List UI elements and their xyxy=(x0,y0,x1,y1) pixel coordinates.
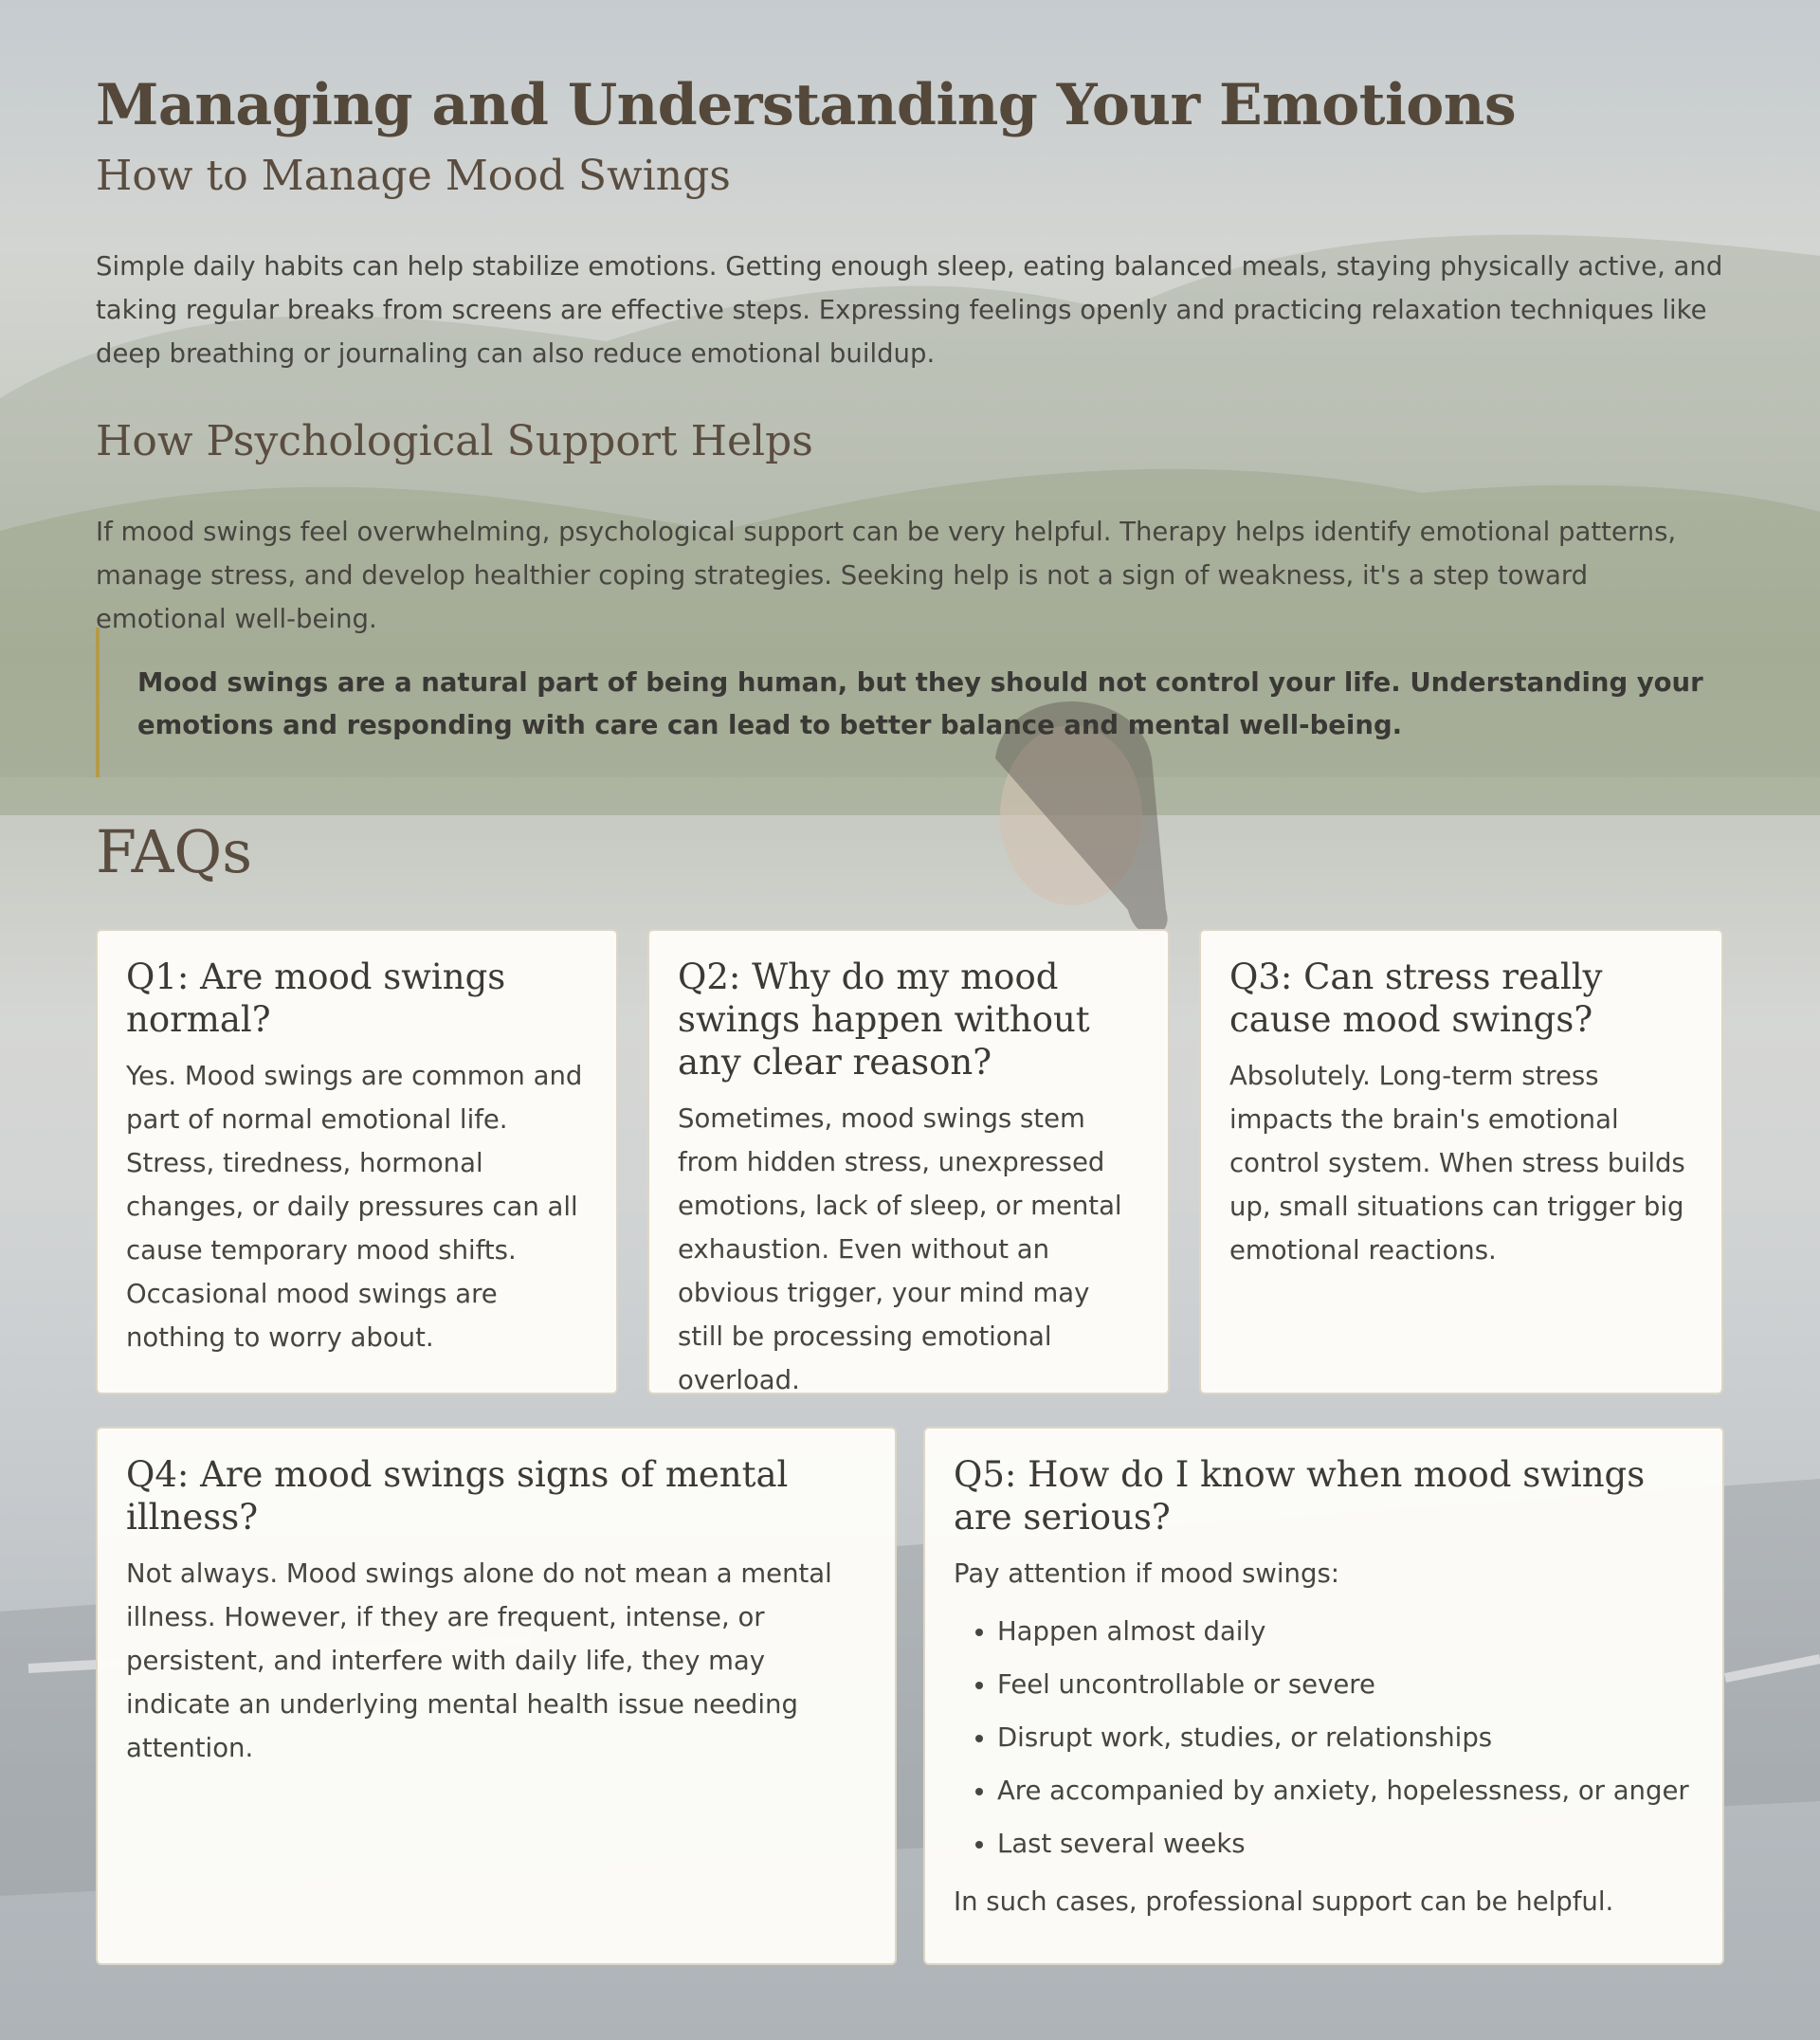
section-body-mood-swings: Simple daily habits can help stabilize emotions. Getting enough sleep, eating balanced meals, staying physically active, and taking regular breaks from screens are effective steps. Expressing feelings openly and practicing relaxation techniques like deep breathing or journaling can also reduce emotional buildup. xyxy=(96,251,1723,369)
warning-signs-list xyxy=(954,1605,1694,1870)
list-item: • Disrupt work, studies, or relationships xyxy=(997,1711,1694,1764)
page-title: Managing and Understanding Your Emotions xyxy=(96,72,1517,138)
faq-card-3 xyxy=(1199,929,1723,1394)
faq-answer-outro: In such cases, professional support can be helpful. xyxy=(954,1886,1614,1917)
list-item: • Happen almost daily xyxy=(997,1605,1694,1658)
faq-card-1 xyxy=(96,929,618,1394)
section-heading-psychological-support: How Psychological Support Helps xyxy=(96,417,813,465)
faq-question: Q5: How do I know when mood swings are serious? xyxy=(954,1454,1646,1538)
faq-question: Q2: Why do my mood swings happen without any clear reason? xyxy=(678,956,1090,1083)
faq-answer-intro: Pay attention if mood swings: xyxy=(954,1558,1340,1589)
faq-heading: FAQs xyxy=(96,817,253,886)
faq-question: Q3: Can stress really cause mood swings? xyxy=(1229,956,1603,1040)
quote-text: Mood swings are a natural part of being human, but they should not control your life. Understanding your emotions and responding with care can lead to better balance and mental well-being. xyxy=(137,667,1703,740)
section-body-psychological-support: If mood swings feel overwhelming, psychological support can be very helpful. Therapy helps identify emotional patterns, manage stress, and develop healthier coping strategies. Seeking help is not a sign of weakness, it's a step toward emotional well-being. xyxy=(96,517,1677,634)
section-heading-mood-swings: How to Manage Mood Swings xyxy=(96,152,731,200)
faq-answer: Absolutely. Long-term stress impacts the brain's emotional control system. When stress builds up, small situations can trigger big emotional reactions. xyxy=(1229,1061,1685,1266)
list-item: • Are accompanied by anxiety, hopelessness, or anger xyxy=(997,1764,1694,1817)
faq-answer: Yes. Mood swings are common and part of normal emotional life. Stress, tiredness, hormonal changes, or daily pressures can all cause temporary mood shifts. Occasional mood swings are nothing to worry about. xyxy=(126,1061,583,1353)
list-item: • Feel uncontrollable or severe xyxy=(997,1658,1694,1711)
list-item: • Last several weeks xyxy=(997,1817,1694,1870)
faq-question: Q4: Are mood swings signs of mental illness? xyxy=(126,1454,789,1538)
faq-answer: Sometimes, mood swings stem from hidden stress, unexpressed emotions, lack of sleep, or mental exhaustion. Even without an obvious trigger, your mind may still be processing emotional overload. xyxy=(678,1103,1122,1395)
faq-card-5 xyxy=(923,1427,1724,1965)
faq-card-4 xyxy=(96,1427,897,1965)
faq-answer: Not always. Mood swings alone do not mean a mental illness. However, if they are frequent, intense, or persistent, and interfere with daily life, they may indicate an underlying mental health issue needing attention. xyxy=(126,1558,832,1763)
highlight-quote xyxy=(96,628,1724,777)
faq-question: Q1: Are mood swings normal? xyxy=(126,956,506,1040)
faq-card-2 xyxy=(647,929,1170,1394)
